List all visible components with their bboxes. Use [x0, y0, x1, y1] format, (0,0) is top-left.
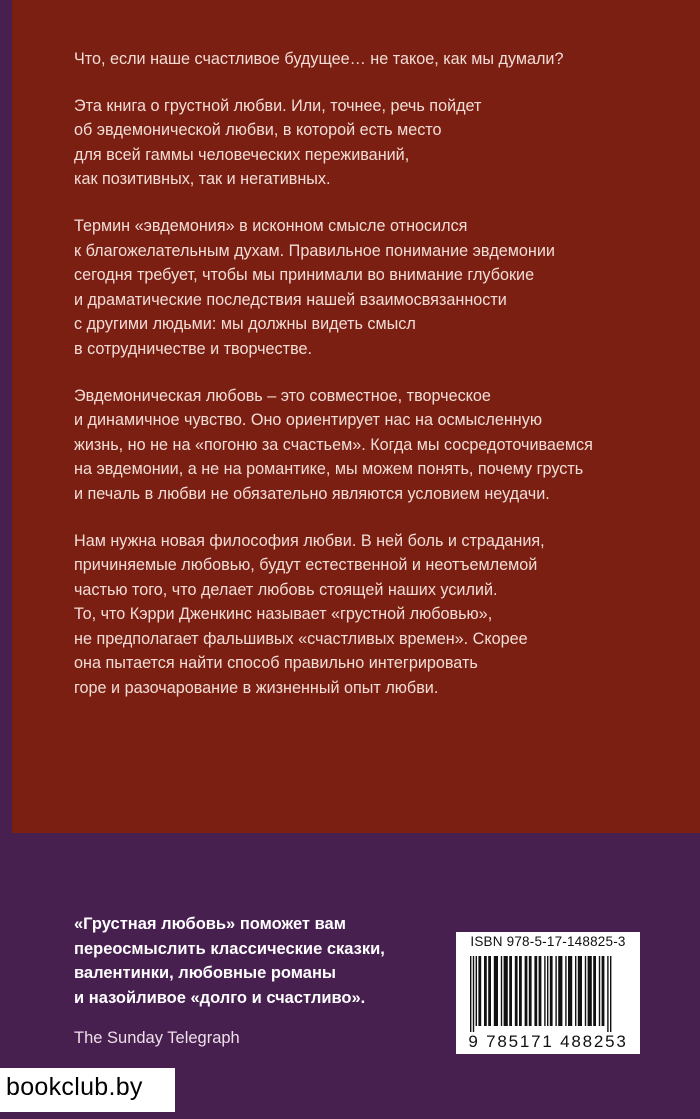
- barcode-bar: [588, 956, 592, 1026]
- barcode-bar: [504, 956, 508, 1026]
- barcode-bar: [478, 956, 481, 1026]
- barcode-bar: [578, 956, 582, 1026]
- barcode-bar: [539, 956, 542, 1026]
- description-paragraph-2: Эта книга о грустной любви. Или, точнее, речь пойдет об эвдемонической любви, в которой есть место для всей гаммы человеческих переживаний, как позитивных, так и негативных.: [74, 96, 482, 189]
- barcode-bar: [494, 956, 498, 1026]
- barcode-bar: [550, 956, 553, 1026]
- quote-source: The Sunday Telegraph: [74, 1029, 240, 1047]
- barcode-bar: [484, 956, 487, 1026]
- barcode-bar: [607, 956, 608, 1032]
- barcode-bar: [555, 956, 556, 1026]
- book-description: [74, 47, 674, 723]
- isbn-label: ISBN 978-5-17-148825-3: [470, 934, 626, 949]
- barcode-bar: [558, 956, 562, 1026]
- description-paragraph-5: Нам нужна новая философия любви. В ней боль и страдания, причиняемые любовью, будут естественной и неотъемлемой частью того, что делает любовь стоящей наших усилий. То, что Кэрри Дженкинс называет «грустной любовью», не предполагает фальшивых «счастливых времен». Скорее она пытается найти способ правильно интегрировать горе и разочарование в жизненный опыт любви.: [74, 531, 545, 698]
- watermark-text: bookclub.by: [6, 1073, 143, 1101]
- barcode-bar: [476, 956, 477, 1026]
- barcode-bar: [593, 956, 596, 1026]
- barcode-digits: 9 785171 488253: [468, 1032, 628, 1051]
- barcode-bar: [610, 956, 611, 1032]
- description-paragraph-3: Термин «эвдемония» в исконном смысле относился к благожелательным духам. Правильное понимание эвдемонии сегодня требует, чтобы мы принимали во внимание глубокие и драматические последствия нашей взаимосвязанности с другими людьми: мы должны видеть смысл в сотрудничестве и творчестве.: [74, 216, 555, 358]
- description-paragraph-1: Что, если наше счастливое будущее… не такое, как мы думали?: [74, 50, 564, 68]
- barcode-bar: [602, 956, 605, 1026]
- barcode-bar: [519, 956, 522, 1026]
- barcode-bar: [565, 956, 566, 1026]
- barcode-bars: [466, 956, 630, 1032]
- barcode-bar: [534, 956, 537, 1026]
- barcode-bar: [501, 956, 502, 1026]
- barcode-bar: [470, 956, 471, 1032]
- barcode-bar: [568, 956, 572, 1026]
- barcode-bar: [575, 956, 576, 1026]
- site-watermark: [0, 1068, 175, 1112]
- review-quote: «Грустная любовь» поможет вам переосмыслить классические сказки, валентинки, любовные романы и назойливое «долго и счастливо».: [74, 915, 385, 1007]
- barcode-bar: [509, 956, 512, 1026]
- barcode-bar: [585, 956, 586, 1026]
- barcode-bar: [547, 956, 548, 1026]
- barcode-bar: [599, 956, 600, 1026]
- barcode-bar: [525, 956, 528, 1026]
- barcode-bar: [515, 956, 518, 1026]
- barcode-bar: [544, 956, 545, 1026]
- isbn-barcode: [456, 932, 640, 1054]
- description-paragraph-4: Эвдемоническая любовь – это совместное, творческое и динамичное чувство. Оно ориентирует нас на осмысленную жизнь, но не на «погоню за счастьем». Когда мы сосредоточиваемся на эвдемонии, а не на романтике, мы можем понять, почему грусть и печаль в любви не обязательно являются условием неудачи.: [74, 386, 593, 503]
- barcode-bar: [473, 956, 474, 1032]
- barcode-bar: [529, 956, 532, 1026]
- barcode-bar: [488, 956, 491, 1026]
